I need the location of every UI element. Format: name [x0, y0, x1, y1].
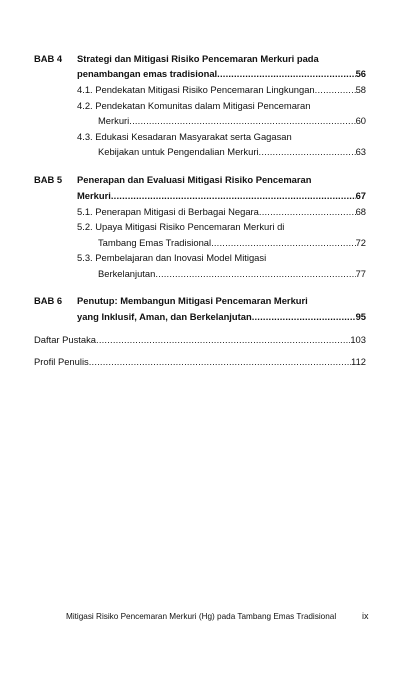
running-footer-title: Mitigasi Risiko Pencemaran Merkuri (Hg) pada Tambang Emas Tradisional: [66, 612, 337, 621]
page-number: 95: [355, 311, 366, 322]
dot-leader: [96, 334, 350, 346]
page-number: 63: [355, 146, 366, 157]
dot-leader: [211, 237, 355, 249]
dot-leader: [259, 206, 356, 218]
toc-entry[interactable]: penambangan emas tradisional ..... 56: [77, 68, 366, 80]
chapter-title: Penerapan dan Evaluasi Mitigasi Risiko Pencemaran: [77, 174, 312, 185]
dot-leader: [155, 268, 355, 280]
chapter-title: Strategi dan Mitigasi Risiko Pencemaran Merkuri pada: [77, 53, 319, 64]
toc-entry-line: 5.2. Upaya Mitigasi Risiko Pencemaran Merkuri di: [77, 221, 285, 232]
page-number: 67: [355, 190, 366, 201]
toc-entry[interactable]: Tambang Emas Tradisional ..... 72: [98, 237, 366, 249]
chapter-label: BAB 4: [34, 53, 63, 64]
toc-entry[interactable]: yang Inklusif, Aman, dan Berkelanjutan ..... 95: [77, 311, 366, 323]
toc-entry[interactable]: Berkelanjutan ..... 77: [98, 268, 366, 280]
toc-entry[interactable]: Merkuri ..... 67: [77, 190, 366, 202]
chapter-label: BAB 5: [34, 174, 63, 185]
dot-leader: [89, 356, 351, 368]
page-number: 58: [355, 84, 366, 95]
toc-entry-line: 4.3. Edukasi Kesadaran Masyarakat serta Gagasan: [77, 131, 292, 142]
page-number: 72: [355, 237, 366, 248]
toc-entry[interactable]: Merkuri ..... 60: [98, 115, 366, 127]
page-number: 77: [355, 268, 366, 279]
chapter-title: Penutup: Membangun Mitigasi Pencemaran Merkuri: [77, 295, 308, 306]
page-number: 103: [350, 334, 366, 345]
dot-leader: [252, 311, 356, 323]
page-number: 60: [355, 115, 366, 126]
dot-leader: [111, 190, 356, 202]
chapter-label: BAB 6: [34, 295, 63, 306]
toc-entry-line: 4.2. Pendekatan Komunitas dalam Mitigasi Pencemaran: [77, 100, 311, 111]
toc-entry-line: 5.3. Pembelajaran dan Inovasi Model Mitigasi: [77, 252, 267, 263]
toc-entry-profil-penulis[interactable]: Profil Penulis ..... 112: [34, 356, 366, 368]
footer-page-number: ix: [362, 611, 369, 621]
dot-leader: [315, 84, 356, 96]
page-number: 112: [351, 356, 366, 367]
toc-entry[interactable]: Kebijakan untuk Pengendalian Merkuri ..... 63: [98, 146, 366, 158]
toc-entry-daftar-pustaka[interactable]: Daftar Pustaka ..... 103: [34, 334, 366, 346]
dot-leader: [217, 68, 355, 80]
dot-leader: [129, 115, 355, 127]
dot-leader: [259, 146, 356, 158]
toc-entry[interactable]: 5.1. Penerapan Mitigasi di Berbagai Negara ..... 68: [77, 206, 366, 218]
toc-entry[interactable]: 4.1. Pendekatan Mitigasi Risiko Pencemaran Lingkungan ..... 58: [77, 84, 366, 96]
page-number: 56: [355, 68, 366, 79]
page-number: 68: [355, 206, 366, 217]
